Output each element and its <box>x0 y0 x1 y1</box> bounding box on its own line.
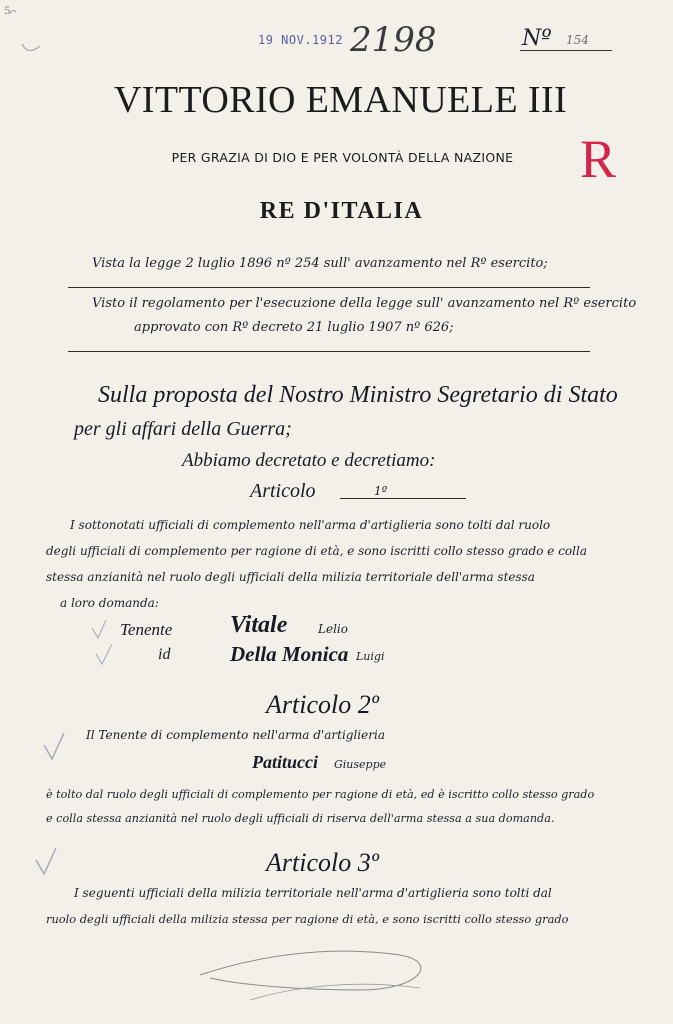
article-2-text-2: è tolto dal ruolo degli ufficiali di complemento per ragione di età, ed è iscritto collo stesso grado <box>46 788 595 801</box>
article-1-text-2: degli ufficiali di complemento per ragione di età, e sono iscritti collo stesso grado e colla <box>46 544 587 558</box>
preamble-vista: Vista la legge 2 luglio 1896 nº 254 sull' avanzamento nel Rº esercito; <box>92 256 548 271</box>
date-stamp: 19 NOV.1912 <box>258 33 343 47</box>
article-3-text-1: I seguenti ufficiali della milizia territoriale nell'arma d'artiglieria sono tolti dal <box>74 886 552 900</box>
signature-flourish <box>200 951 421 990</box>
officer-1-name: Lelio <box>318 622 348 636</box>
number-underline <box>520 50 612 51</box>
check-mark-icon <box>92 620 106 638</box>
margin-mark: 5 <box>4 6 11 17</box>
page-title: VITTORIO EMANUELE III <box>113 79 568 121</box>
officer-1-surname: Vitale <box>230 612 288 638</box>
decree-formula: Abbiamo decretato e decretiamo: <box>182 450 436 471</box>
subtitle: PER GRAZIA DI DIO E PER VOLONTÀ DELLA NAZIONE <box>171 150 514 165</box>
corner-pencil-mark <box>10 10 16 14</box>
article-1-text-3: stessa anzianità nel ruolo degli ufficiali della milizia territoriale dell'arma stessa <box>46 570 535 584</box>
officer-1-rank: Tenente <box>120 620 173 639</box>
officer-2-surname: Della Monica <box>230 642 349 666</box>
registration-number: 2198 <box>350 20 437 60</box>
article-1-heading: Articolo <box>250 480 316 502</box>
divider-1 <box>68 287 590 288</box>
article-2-text-1: Il Tenente di complemento nell'arma d'artiglieria <box>86 728 385 742</box>
preamble-visto-1: Visto il regolamento per l'esecuzione della legge sull' avanzamento nel Rº esercito <box>92 296 637 311</box>
article-2-name: Giuseppe <box>334 758 387 771</box>
article-1-number: 1º <box>374 484 388 498</box>
officer-2-name: Luigi <box>356 650 385 663</box>
article-1-text-1: I sottonotati ufficiali di complemento nell'arma d'artiglieria sono tolti dal ruolo <box>70 518 551 532</box>
check-mark-icon <box>96 644 112 664</box>
number-value: 154 <box>566 33 589 47</box>
proposal-line-1: Sulla proposta del Nostro Ministro Segretario di Stato <box>98 382 618 408</box>
check-mark-icon <box>44 733 64 759</box>
proposal-line-2: per gli affari della Guerra; <box>74 418 292 440</box>
article-3-heading: Articolo 3º <box>266 848 379 877</box>
officer-2-rank: id <box>158 646 171 663</box>
article-1-underline <box>340 498 466 499</box>
article-2-heading: Articolo 2º <box>266 690 379 719</box>
check-mark-icon <box>36 848 56 874</box>
corner-pencil-mark <box>22 44 40 51</box>
king-title: RE D'ITALIA <box>259 198 424 224</box>
preamble-visto-2: approvato con Rº decreto 21 luglio 1907 nº 626; <box>134 320 454 335</box>
article-3-text-2: ruolo degli ufficiali della milizia stessa per ragione di età, e sono iscritti collo stesso grado <box>46 912 569 926</box>
article-2-text-3: e colla stessa anzianità nel ruolo degli ufficiali di riserva dell'arma stessa a sua domanda. <box>46 812 555 825</box>
article-2-surname: Patitucci <box>252 752 318 772</box>
article-1-text-4: a loro domanda: <box>60 596 159 610</box>
number-label: Nº <box>522 26 552 51</box>
divider-2 <box>68 351 590 352</box>
red-r-stamp: R <box>580 129 617 189</box>
